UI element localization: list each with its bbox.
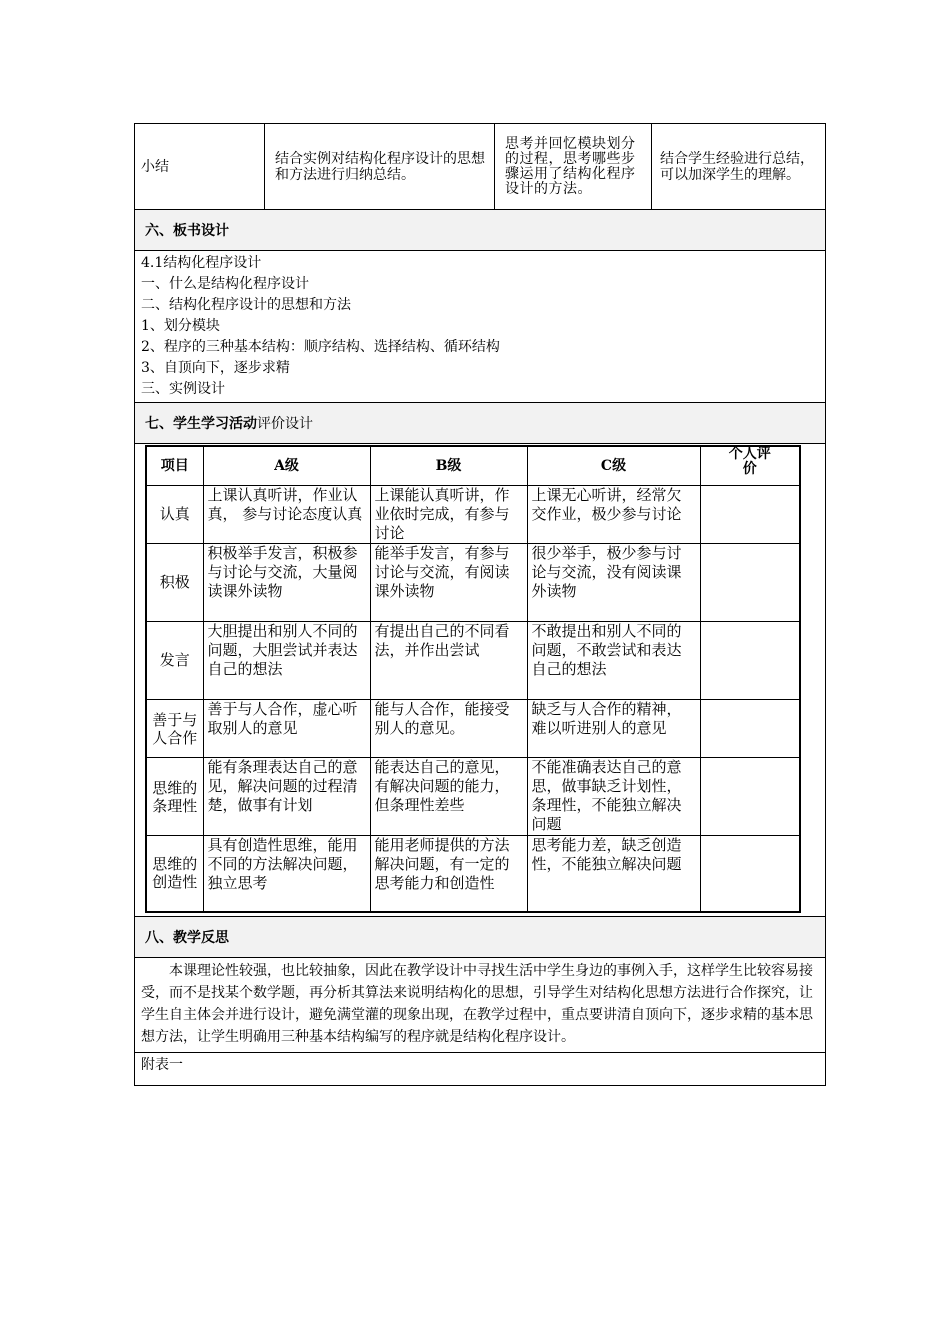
section7-header-row — [135, 403, 826, 444]
summary-teacher-activity: 结合实例对结构化程序设计的思想和方法进行归纳总结。 — [265, 124, 495, 210]
evaluation-table — [145, 445, 801, 913]
board-line: 三、实例设计 — [141, 381, 225, 397]
row-b: 上课能认真听讲，作业依时完成，有参与讨论 — [370, 486, 527, 544]
section6-body-row — [135, 251, 826, 403]
summary-design-intent: 结合学生经验进行总结，可以加深学生的理解。 — [652, 124, 826, 210]
summary-row — [135, 124, 826, 210]
row-b: 能举手发言，有参与讨论与交流，有阅读课外读物 — [370, 544, 527, 622]
row-c: 思考能力差，缺乏创造性，不能独立解决问题 — [527, 836, 700, 912]
row-c: 缺乏与人合作的精神，难以听进别人的意见 — [527, 700, 700, 758]
row-item: 积极 — [146, 544, 203, 622]
row-a: 具有创造性思维，能用不同的方法解决问题，独立思考 — [203, 836, 370, 912]
row-self — [700, 700, 800, 758]
appendix-label: 附表一 — [135, 1053, 826, 1086]
row-self — [700, 758, 800, 836]
row-self — [700, 622, 800, 700]
blackboard-design — [135, 251, 826, 403]
board-line: 2、程序的三种基本结构：顺序结构、选择结构、循环结构 — [141, 339, 500, 355]
row-b: 能用老师提供的方法解决问题，有一定的思考能力和创造性 — [370, 836, 527, 912]
header-item: 项目 — [146, 446, 203, 486]
section7-title — [135, 403, 826, 444]
section8-header-row — [135, 917, 826, 958]
row-item: 思维的创造性 — [146, 836, 203, 912]
row-item: 认真 — [146, 486, 203, 544]
section8-title: 八、教学反思 — [135, 917, 826, 958]
table-row — [146, 700, 800, 758]
row-a: 积极举手发言，积极参与讨论与交流，大量阅读课外读物 — [203, 544, 370, 622]
section8-body-row — [135, 958, 826, 1053]
evaluation-container — [135, 444, 826, 917]
table-row — [146, 836, 800, 912]
row-c: 不敢提出和别人不同的问题，不敢尝试和表达自己的想法 — [527, 622, 700, 700]
row-item: 善于与人合作 — [146, 700, 203, 758]
row-c: 很少举手，极少参与讨论与交流，没有阅读课外读物 — [527, 544, 700, 622]
header-a: A级 — [203, 446, 370, 486]
header-c: C级 — [527, 446, 700, 486]
lesson-plan-table — [134, 123, 826, 1086]
board-line: 4.1结构化程序设计 — [141, 255, 262, 271]
row-self — [700, 836, 800, 912]
summary-label: 小结 — [135, 124, 265, 210]
header-b: B级 — [370, 446, 527, 486]
section7-title-bold: 七、学生学习活动 — [145, 416, 257, 432]
row-b: 能表达自己的意见，有解决问题的能力，但条理性差些 — [370, 758, 527, 836]
table-row — [146, 758, 800, 836]
section7-body-row — [135, 444, 826, 917]
lesson-plan-page — [134, 123, 825, 1086]
appendix-row — [135, 1053, 826, 1086]
section6-title: 六、板书设计 — [135, 210, 826, 251]
board-line: 1、划分模块 — [141, 318, 220, 334]
section6-header-row — [135, 210, 826, 251]
row-item: 发言 — [146, 622, 203, 700]
row-self — [700, 544, 800, 622]
board-line: 一、什么是结构化程序设计 — [141, 276, 309, 292]
board-line: 3、自顶向下，逐步求精 — [141, 360, 290, 376]
table-row — [146, 622, 800, 700]
evaluation-header-row — [146, 446, 800, 486]
summary-student-activity: 思考并回忆模块划分的过程，思考哪些步骤运用了结构化程序设计的方法。 — [495, 124, 652, 210]
row-c: 上课无心听讲，经常欠交作业，极少参与讨论 — [527, 486, 700, 544]
row-b: 有提出自己的不同看法，并作出尝试 — [370, 622, 527, 700]
teaching-reflection: 本课理论性较强，也比较抽象，因此在教学设计中寻找生活中学生身边的事例入手，这样学生比较容易接受，而不是找某个数学题，再分析其算法来说明结构化的思想，引导学生对结构化思想方法进行合作探究，让学生自主体会并进行设计，避免满堂灌的现象出现，在教学过程中，重点要讲清自顶向下，逐步求精的基本思想方法，让学生明确用三种基本结构编写的程序就是结构化程序设计。 — [135, 958, 826, 1053]
board-line: 二、结构化程序设计的思想和方法 — [141, 297, 351, 313]
row-a: 能有条理表达自己的意见，解决问题的过程清楚，做事有计划 — [203, 758, 370, 836]
table-row — [146, 544, 800, 622]
row-a: 上课认真听讲，作业认真， 参与讨论态度认真 — [203, 486, 370, 544]
section7-title-normal: 评价设计 — [257, 416, 313, 432]
row-self — [700, 486, 800, 544]
row-c: 不能准确表达自己的意思，做事缺乏计划性，条理性，不能独立解决问题 — [527, 758, 700, 836]
header-self: 个人评价 — [700, 446, 800, 486]
row-a: 善于与人合作，虚心听取别人的意见 — [203, 700, 370, 758]
row-item: 思维的条理性 — [146, 758, 203, 836]
row-b: 能与人合作，能接受别人的意见。 — [370, 700, 527, 758]
row-a: 大胆提出和别人不同的问题，大胆尝试并表达自己的想法 — [203, 622, 370, 700]
table-row — [146, 486, 800, 544]
